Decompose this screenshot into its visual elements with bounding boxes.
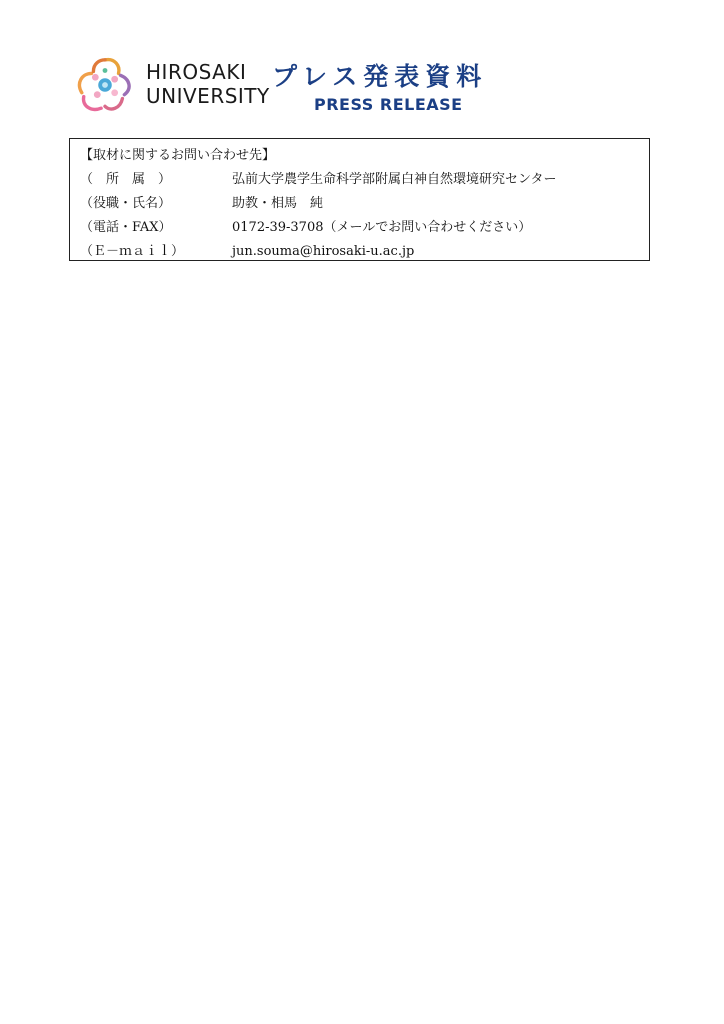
contact-value: 0172-39-3708（メールでお問い合わせください） xyxy=(232,220,532,235)
press-title-jp: プレス発表資料 xyxy=(272,62,488,91)
university-name-line1: HIROSAKI xyxy=(146,60,247,84)
contact-label: （電話・FAX） xyxy=(80,220,172,235)
contact-value: 助教・相馬 純 xyxy=(232,196,324,211)
university-name xyxy=(146,60,270,108)
press-title-en: PRESS RELEASE xyxy=(314,95,463,114)
contact-label: （役職・氏名） xyxy=(80,196,172,211)
contact-email-link[interactable]: jun.souma@hirosaki-u.ac.jp xyxy=(232,244,415,259)
university-name-line2: UNIVERSITY xyxy=(146,84,270,108)
contact-label: （Ｅ－ｍａｉｌ） xyxy=(80,244,185,259)
contact-title: 【取材に関するお問い合わせ先】 xyxy=(80,148,276,163)
plum-blossom-logo-icon xyxy=(76,56,134,114)
contact-row-name xyxy=(80,192,639,216)
contact-box xyxy=(69,138,650,261)
contact-value: 弘前大学農学生命科学部附属白神自然環境研究センター xyxy=(232,172,557,187)
contact-label: （ 所 属 ） xyxy=(80,172,172,187)
contact-row-affiliation xyxy=(80,168,639,192)
contact-row-email xyxy=(80,240,639,264)
contact-row-phone xyxy=(80,216,639,240)
